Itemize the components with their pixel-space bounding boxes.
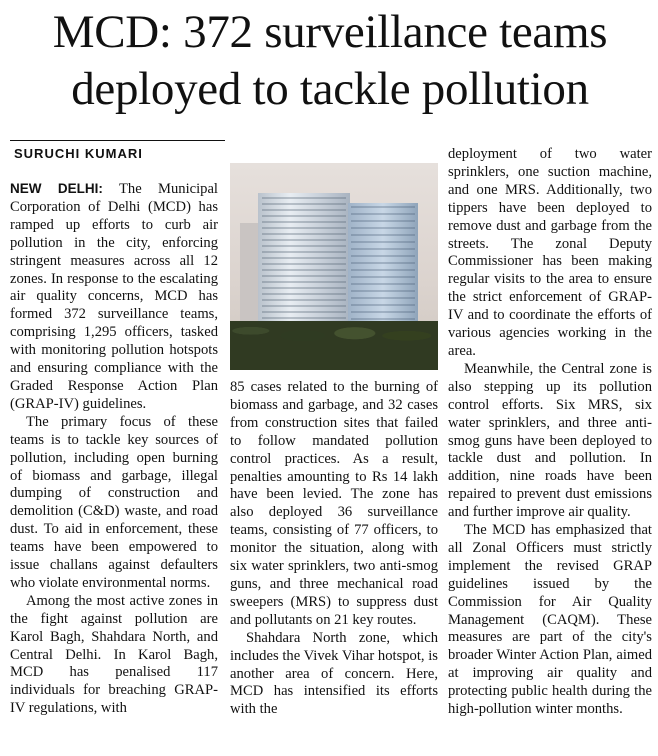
byline: SURUCHI KUMARI: [14, 146, 143, 161]
paragraph: Among the most active zones in the fight against pollution are Karol Bagh, Shahdara North, and Central Delhi. In Karol Bagh, MCD has penalised 117 individuals for breaching GRAP-IV regulations, with: [10, 592, 218, 717]
paragraph: Meanwhile, the Central zone is also stepping up its pollution control efforts. Six MRS, six water sprinklers, and three anti-smog guns have been deployed to tackle dust and pollution. In addition, nine roads have been repaired to prevent dust emissions and further improve air quality.: [448, 360, 652, 521]
article-column-1: [10, 180, 218, 718]
article-column-2: [230, 379, 438, 719]
paragraph: The MCD has emphasized that all Zonal Officers must strictly implement the revised GRAP guidelines issued by the Commission for Air Quality Management (CAQM). These measures are part of the city's broader Winter Action Plan, aimed at improving air quality and protecting public health during the high-pollution winter months.: [448, 522, 652, 718]
paragraph: 85 cases related to the burning of biomass and garbage, and 32 cases from construction sites that failed to follow mandated pollution control practices. As a result, penalties amounting to Rs 14 lakh have been levied. The zone has also deployed 36 surveillance teams, consisting of 77 officers, to monitor the situation, along with six water sprinklers, two anti-smog guns, and three mechanical road sweepers (MRS) to suppress dust and pollutants on 21 key routes.: [230, 379, 438, 628]
paragraph: The primary focus of these teams is to tackle key sources of pollution, including open burning of biomass and garbage, illegal dumping of construction and demolition (C&D) waste, and road dust. To aid in enforcement, these teams have been empowered to issue challans against defaulters who violate environmental norms.: [10, 413, 218, 591]
photo-building-main: [258, 193, 350, 333]
paragraph: deployment of two water sprinklers, one suction machine, and one MRS. Additionally, two tippers have been deployed to remove dust and garbage from the streets. The zonal Deputy Commissioner has been making regular visits to the area to ensure the strict enforcement of GRAP-IV and to coordinate the efforts of various agencies working in the area.: [448, 146, 652, 359]
dateline: NEW DELHI:: [10, 181, 103, 196]
photo-trees: [230, 321, 438, 370]
photo-building-right: [348, 203, 418, 333]
article-column-3: [448, 146, 652, 719]
paragraph: Shahdara North zone, which includes the Vivek Vihar hotspot, is another area of concern. Here, MCD has intensified its efforts with the: [230, 629, 438, 718]
byline-divider: [10, 140, 225, 141]
article-photo: [230, 163, 438, 370]
headline: MCD: 372 surveillance teams deployed to tackle pollution: [52, 6, 608, 115]
paragraph: NEW DELHI: The Municipal Corporation of Delhi (MCD) has ramped up efforts to curb air pollution in the city, enforcing stringent measures across all 12 zones. In response to the escalating air quality concerns, MCD has formed 372 surveillance teams, comprising 1,295 officers, tasked with monitoring pollution hotspots and ensuring compliance with the Graded Response Action Plan (GRAP-IV) guidelines.: [10, 181, 218, 412]
